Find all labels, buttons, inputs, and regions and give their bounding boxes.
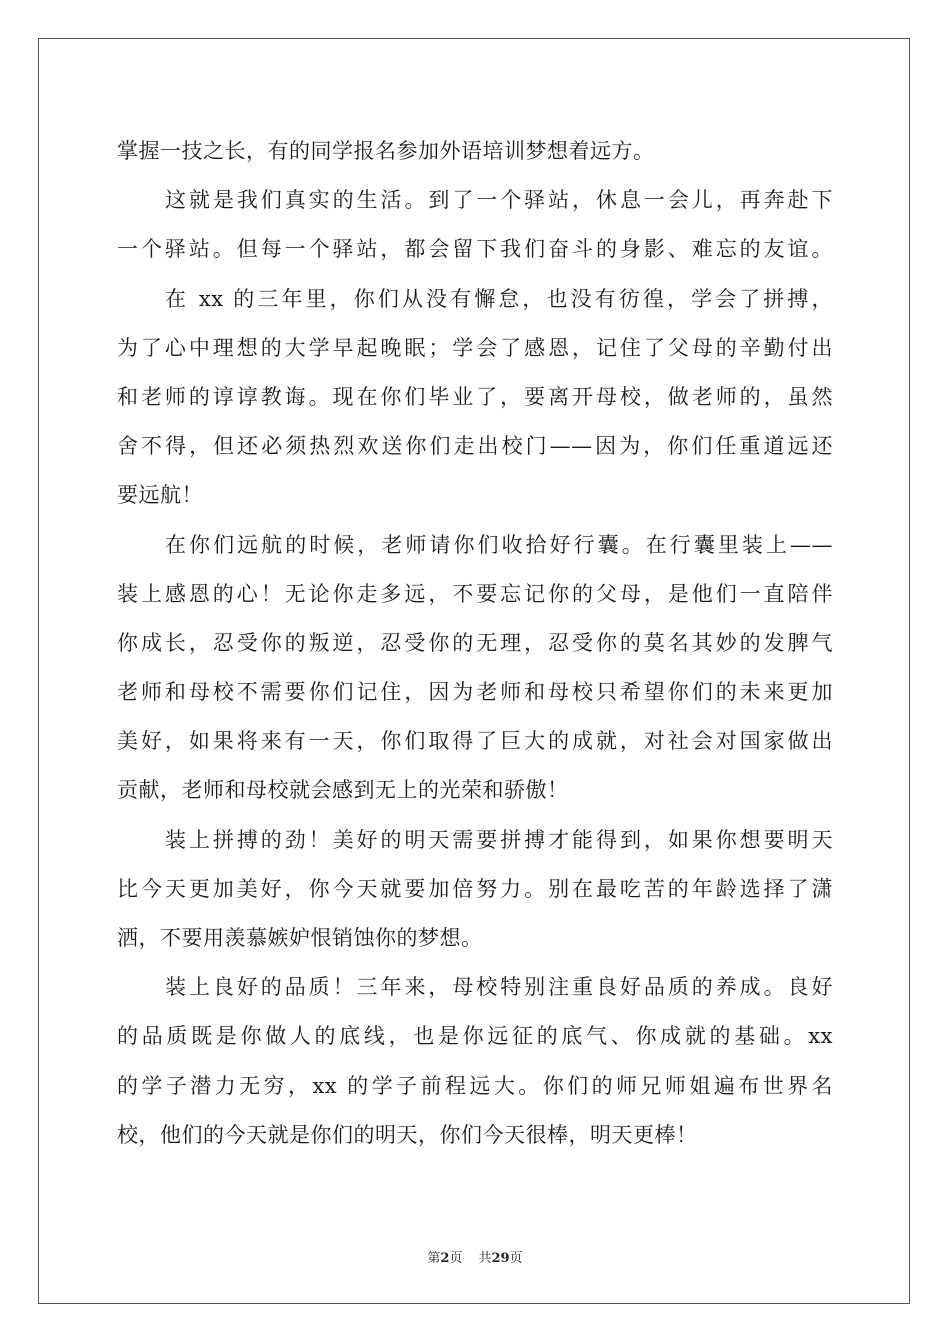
text-line: 装上拼搏的劲！美好的明天需要拼搏才能得到，如果你想要明天 bbox=[165, 827, 833, 852]
text-line: 在 xx 的三年里，你们从没有懈怠，也没有彷徨，学会了拼搏， bbox=[165, 286, 833, 311]
page-footer bbox=[0, 1247, 950, 1266]
text-line: 为了心中理想的大学早起晚眠；学会了感恩，记住了父母的辛勤付出 bbox=[117, 335, 833, 360]
text-line: 和老师的谆谆教诲。现在你们毕业了，要离开母校，做老师的，虽然 bbox=[117, 384, 833, 409]
text-line: 舍不得，但还必须热烈欢送你们走出校门——因为，你们任重道远还 bbox=[117, 434, 833, 459]
text-line: 老师和母校不需要你们记住，因为老师和母校只希望你们的未来更加 bbox=[117, 680, 833, 705]
total-pages: 29 bbox=[491, 1251, 510, 1266]
text-line: 装上感恩的心！无论你走多远，不要忘记你的父母，是他们一直陪伴 bbox=[117, 581, 833, 606]
text-line: 你成长，忍受你的叛逆，忍受你的无理，忍受你的莫名其妙的发脾气 bbox=[117, 630, 833, 655]
text-line: 一个驿站。但每一个驿站，都会留下我们奋斗的身影、难忘的友谊。 bbox=[117, 237, 833, 262]
text-line: 这就是我们真实的生活。到了一个驿站，休息一会儿，再奔赴下 bbox=[165, 188, 833, 213]
text-line: 的品质既是你做人的底线，也是你远征的底气、你成就的基础。xx bbox=[117, 1024, 833, 1049]
text-line: 比今天更加美好，你今天就要加倍努力。别在最吃苦的年龄选择了潇 bbox=[117, 876, 833, 901]
text-line: 贡献，老师和母校就会感到无上的光荣和骄傲！ bbox=[117, 778, 569, 803]
document-body bbox=[117, 127, 833, 1160]
text-line: 洒，不要用羡慕嫉妒恨销蚀你的梦想。 bbox=[117, 926, 483, 950]
text-line: 美好，如果将来有一天，你们取得了巨大的成就，对社会对国家做出 bbox=[117, 729, 833, 754]
total-suffix: 页 bbox=[509, 1251, 523, 1266]
text-line: 装上良好的品质！三年来，母校特别注重良好品质的养成。良好 bbox=[165, 975, 833, 1000]
page-prefix: 第 bbox=[427, 1251, 441, 1266]
text-line: 校，他们的今天就是你们的明天，你们今天很棒，明天更棒！ bbox=[117, 1122, 698, 1147]
text-line: 要远航！ bbox=[117, 483, 203, 508]
page-suffix: 页 bbox=[449, 1251, 463, 1266]
text-line: 在你们远航的时候，老师请你们收拾好行囊。在行囊里装上—— bbox=[165, 532, 833, 557]
text-line: 的学子潜力无穷，xx 的学子前程远大。你们的师兄师姐遍布世界名 bbox=[117, 1073, 833, 1098]
total-prefix: 共 bbox=[478, 1251, 492, 1266]
page-number: 2 bbox=[440, 1251, 450, 1266]
text-line: 掌握一技之长，有的同学报名参加外语培训梦想着远方。 bbox=[117, 139, 655, 163]
